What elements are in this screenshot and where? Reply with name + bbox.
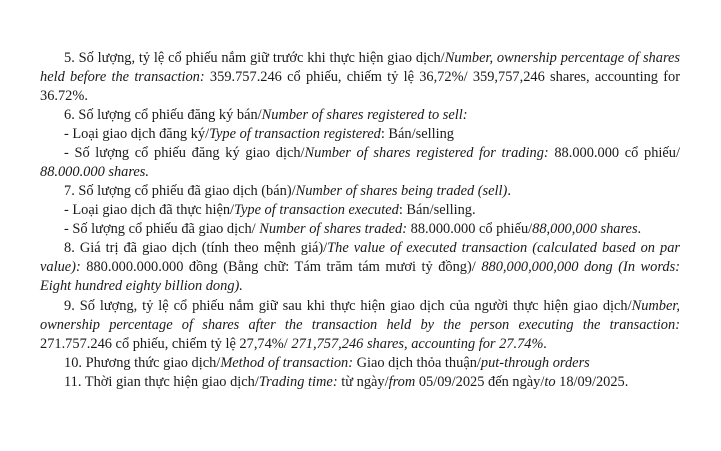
item7-qty-end: . [637,221,642,237]
item11-to-en: to [544,374,556,390]
item6-qty-en: Number of shares registered for trading: [304,145,549,161]
item9-en-a: Number, [631,298,680,314]
item7-heading-end: . [507,183,511,199]
item7-type-vi: - Loại giao dịch đã thực hiện/ [64,202,235,218]
item5-value: 359.757.246 cổ phiếu, chiếm tỷ lệ 36,72%/ 359,757,246 shares, accounting for [209,69,680,85]
item6-type-en: Type of transaction registered [209,126,381,142]
item8-en-a: The value of executed transaction (calculated based on par [327,240,681,256]
item8-line2 [40,258,680,276]
item5-vi: 5. Số lượng, tỷ lệ cổ phiếu nắm giữ trước khi thực hiện giao dịch/ [64,50,445,66]
item5-en-b: held before the transaction: [40,69,205,85]
item11 [64,373,628,391]
item7-qty-vi: - Số lượng cổ phiếu đã giao dịch/ [64,221,260,237]
item7-qty-en: Number of shares traded: [259,221,408,237]
item11-from-vi: từ ngày/ [337,374,389,390]
item10-vi: 10. Phương thức giao dịch/ [64,355,221,371]
item5-en-a: Number, ownership percentage of shares [444,50,681,66]
item9-line3 [40,335,547,353]
item11-en: Trading time: [258,374,338,390]
item9-value-en: 271,757,246 shares, accounting for 27.74%. [291,336,548,352]
item7-qty-value: 88.000.000 cổ phiếu/ [407,221,533,237]
item6-qty-vi: - Số lượng cổ phiếu đăng ký giao dịch/ [64,145,305,161]
item7-qty-value-en: 88,000,000 shares [532,221,638,237]
item7-heading-en: Number of shares being traded (sell) [295,183,508,199]
item7-qty [64,220,641,238]
item8-line1 [64,239,680,257]
item10-value-en: put-through orders [480,355,590,371]
item8-value-en-a: 880,000,000,000 dong (In words: [481,259,680,275]
item6-type [64,125,454,143]
item6-qty-line2 [40,163,149,181]
item5-line2 [40,68,680,86]
item8-value-vi: 880.000.000.000 đồng (Bằng chữ: Tám trăm tám mươi tỷ đồng)/ [80,259,482,275]
item11-vi: 11. Thời gian thực hiện giao dịch/ [64,374,259,390]
item6-heading [64,106,468,124]
item8-vi: 8. Giá trị đã giao dịch (tính theo mệnh giá)/ [64,240,328,256]
item9-en-b: ownership percentage of shares after the transaction held by the person executing the transaction: [40,317,680,333]
item11-from-en: from [388,374,416,390]
item10 [64,354,590,372]
item7-type [64,201,476,219]
item6-qty-line1 [64,144,680,162]
item7-heading-vi: 7. Số lượng cổ phiếu đã giao dịch (bán)/ [64,183,296,199]
item8-value-en-b: Eight hundred eighty billion dong). [40,278,243,294]
item6-type-vi: - Loại giao dịch đăng ký/ [64,126,210,142]
item8-en-b: value): [40,259,81,275]
item9-line2 [40,316,680,334]
item6-heading-en: Number of shares registered to sell: [261,107,468,123]
item9-value-vi: 271.757.246 cổ phiếu, chiếm tỷ lệ 27,74%/ [40,336,292,352]
item5-line3 [40,87,88,105]
item10-en: Method of transaction: [220,355,354,371]
item6-type-value: : Bán/selling [380,126,454,142]
item11-from-date: 05/09/2025 đến ngày/ [415,374,545,390]
item6-qty-value-en: 88.000.000 shares. [40,164,149,180]
item10-value-vi: Giao dịch thỏa thuận/ [353,355,481,371]
item7-type-value: : Bán/selling. [398,202,476,218]
item6-qty-value: 88.000.000 cổ phiếu/ [554,145,680,161]
item7-type-en: Type of transaction executed [234,202,399,218]
item5-line1 [40,49,680,67]
item7-heading [64,182,511,200]
item6-heading-vi: 6. Số lượng cổ phiếu đăng ký bán/ [64,107,262,123]
item11-to-date: 18/09/2025. [555,374,629,390]
item9-vi: 9. Số lượng, tỷ lệ cổ phiếu nắm giữ sau khi thực hiện giao dịch của người thực hiện giao dịch/ [64,298,632,314]
item8-line3 [40,277,243,295]
item5-value-end: 36.72%. [40,88,88,104]
item9-line1 [64,297,680,315]
